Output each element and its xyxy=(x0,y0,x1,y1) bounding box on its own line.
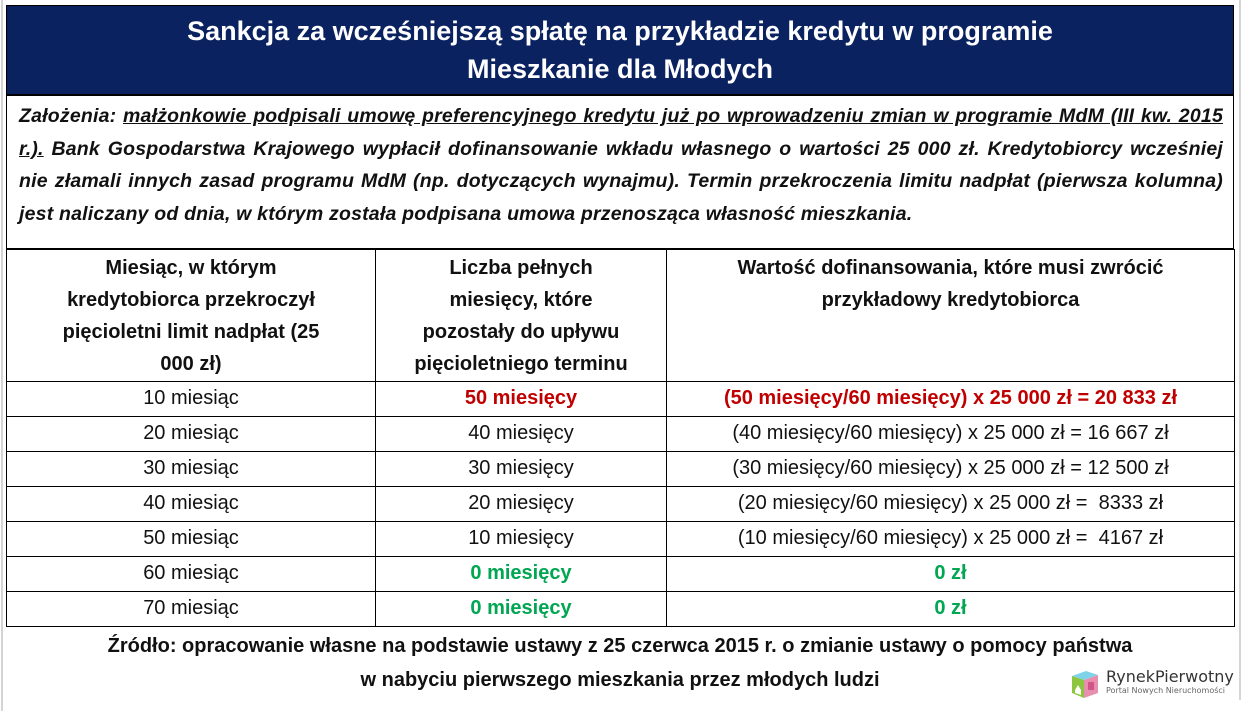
cell-refund: 0 zł xyxy=(667,557,1235,592)
logo-tagline: Portal Nowych Nieruchomości xyxy=(1106,686,1226,695)
table-row xyxy=(7,557,1235,592)
cell-remaining: 20 miesięcy xyxy=(376,487,667,522)
assumptions-paragraph xyxy=(6,94,1234,249)
cell-remaining: 40 miesięcy xyxy=(376,417,667,452)
cell-month: 10 miesiąc xyxy=(7,382,376,417)
page-edge-left xyxy=(1,0,3,711)
cell-refund: (30 miesięcy/60 miesięcy) x 25 000 zł = 12 500 zł xyxy=(667,452,1235,487)
title-band xyxy=(6,5,1234,94)
infographic-frame xyxy=(6,5,1234,697)
header-month: Miesiąc, w którym kredytobiorca przekroczył pięcioletni limit nadpłat (25 000 zł) xyxy=(7,250,376,382)
refund-table xyxy=(6,249,1235,627)
table-header-row xyxy=(7,250,1235,382)
cell-refund: 0 zł xyxy=(667,592,1235,627)
assumptions-label: Założenia: xyxy=(19,105,117,127)
table-row xyxy=(7,382,1235,417)
table-row xyxy=(7,487,1235,522)
table-row xyxy=(7,522,1235,557)
title-line-1: Sankcja za wcześniejszą spłatę na przykładzie kredytu w programie xyxy=(187,16,1053,46)
cell-month: 30 miesiąc xyxy=(7,452,376,487)
cell-remaining: 50 miesięcy xyxy=(376,382,667,417)
source-note xyxy=(6,629,1234,697)
cell-remaining: 0 miesięcy xyxy=(376,557,667,592)
cell-refund: (50 miesięcy/60 miesięcy) x 25 000 zł = 20 833 zł xyxy=(667,382,1235,417)
assumptions-rest: Bank Gospodarstwa Krajowego wypłacił dofinansowanie wkładu własnego o wartości 25 000 zł. Kredytobiorcy wcześniej nie złamali innych zasad programu MdM (np. dotyczących wynajmu). Termin przekroczenia limitu nadpłat (pierwsza kolumna) jest naliczany od dnia, w którym została podpisana umowa przenosząca własność mieszkania. xyxy=(19,137,1223,225)
cell-refund: (40 miesięcy/60 miesięcy) x 25 000 zł = 16 667 zł xyxy=(667,417,1235,452)
page-edge-right xyxy=(1239,0,1241,700)
table-row xyxy=(7,452,1235,487)
table-row xyxy=(7,592,1235,627)
cell-refund: (10 miesięcy/60 miesięcy) x 25 000 zł = 4167 zł xyxy=(667,522,1235,557)
source-line-1: Źródło: opracowanie własne na podstawie ustawy z 25 czerwca 2015 r. o zmianie ustawy o pomocy państwa xyxy=(107,635,1133,657)
header-remaining: Liczba pełnych miesięcy, które pozostały do upływu pięcioletniego terminu xyxy=(376,250,667,382)
house-cube-icon xyxy=(1068,668,1102,700)
assumptions-underlined: małżonkowie podpisali umowę preferencyjnego kredytu już po wprowadzeniu zmian w programie MdM (III kw. 2015 r.). xyxy=(19,105,1223,160)
cell-month: 60 miesiąc xyxy=(7,557,376,592)
rynekpierwotny-logo xyxy=(1068,668,1234,700)
cell-remaining: 0 miesięcy xyxy=(376,592,667,627)
cell-month: 20 miesiąc xyxy=(7,417,376,452)
title-line-2: Mieszkanie dla Młodych xyxy=(466,54,774,84)
cell-month: 50 miesiąc xyxy=(7,522,376,557)
header-refund: Wartość dofinansowania, które musi zwrócić przykładowy kredytobiorca xyxy=(667,250,1235,382)
cell-remaining: 10 miesięcy xyxy=(376,522,667,557)
cell-month: 70 miesiąc xyxy=(7,592,376,627)
cell-refund: (20 miesięcy/60 miesięcy) x 25 000 zł = 8333 zł xyxy=(667,487,1235,522)
cell-remaining: 30 miesięcy xyxy=(376,452,667,487)
table-row xyxy=(7,417,1235,452)
source-line-2: w nabyciu pierwszego mieszkania przez młodych ludzi xyxy=(360,669,880,691)
logo-name: RynekPierwotny xyxy=(1106,667,1234,686)
cell-month: 40 miesiąc xyxy=(7,487,376,522)
